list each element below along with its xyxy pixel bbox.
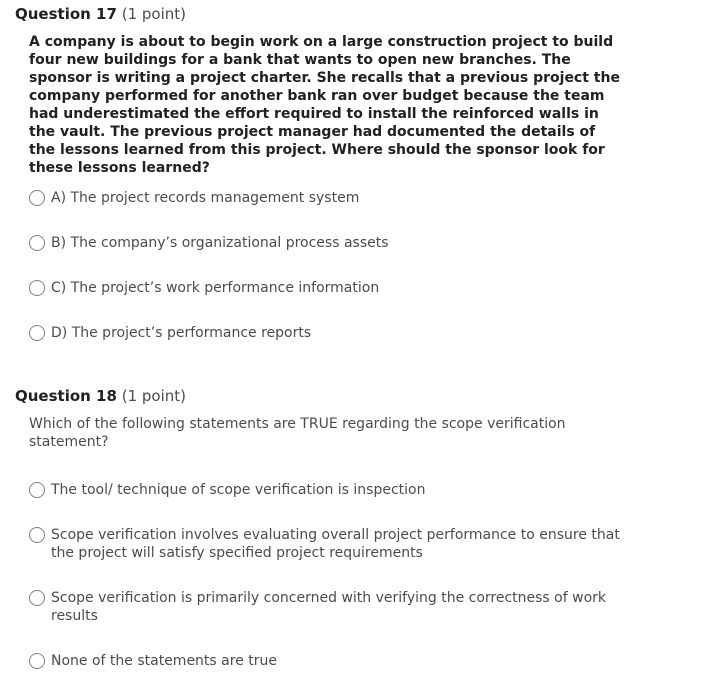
question-17 xyxy=(0,4,705,177)
radio-button[interactable] xyxy=(29,190,45,206)
option-label: C) The project’s work performance information xyxy=(51,280,380,296)
radio-button[interactable] xyxy=(29,590,45,606)
option-label: B) The company’s organizational process assets xyxy=(51,235,389,251)
radio-button[interactable] xyxy=(29,280,45,296)
q18-option-1[interactable] xyxy=(29,481,669,499)
radio-button[interactable] xyxy=(29,325,45,341)
option-label: D) The project’s performance reports xyxy=(51,325,312,341)
question-17-text: A company is about to begin work on a large construction project to build four new buildings for a bank that wants to open new branches. The sponsor is writing a project charter. She recalls that a previous project the company performed for another bank ran over budget because the team had underestimated the effort required to install the reinforced walls in the vault. The previous project manager had documented the details of the lessons learned from this project. Where should the sponsor look for these lessons learned? xyxy=(29,34,620,176)
question-18-header xyxy=(15,386,705,406)
option-label: Scope verification is primarily concerned with verifying the correctness of work results xyxy=(51,590,606,624)
q18-option-4[interactable] xyxy=(29,652,669,670)
question-17-header xyxy=(15,4,705,24)
q17-option-c[interactable] xyxy=(29,279,669,297)
radio-button[interactable] xyxy=(29,653,45,669)
question-17-points: (1 point) xyxy=(121,5,186,23)
q18-option-2[interactable] xyxy=(29,526,669,562)
radio-button[interactable] xyxy=(29,527,45,543)
question-17-title: Question 17 xyxy=(15,5,117,23)
q18-option-3[interactable] xyxy=(29,589,669,625)
question-18-title: Question 18 xyxy=(15,387,117,405)
radio-button[interactable] xyxy=(29,235,45,251)
option-label: None of the statements are true xyxy=(51,653,277,669)
q17-option-b[interactable] xyxy=(29,234,669,252)
option-label: The tool/ technique of scope verification is inspection xyxy=(51,482,426,498)
question-18-points: (1 point) xyxy=(121,387,186,405)
option-label: A) The project records management system xyxy=(51,190,360,206)
q17-option-a[interactable] xyxy=(29,189,669,207)
question-18 xyxy=(0,386,705,451)
radio-button[interactable] xyxy=(29,482,45,498)
question-18-text: Which of the following statements are TRUE regarding the scope verification statement? xyxy=(29,416,566,450)
option-label: Scope verification involves evaluating overall project performance to ensure that the project will satisfy specified project requirements xyxy=(51,527,620,561)
q17-option-d[interactable] xyxy=(29,324,669,342)
